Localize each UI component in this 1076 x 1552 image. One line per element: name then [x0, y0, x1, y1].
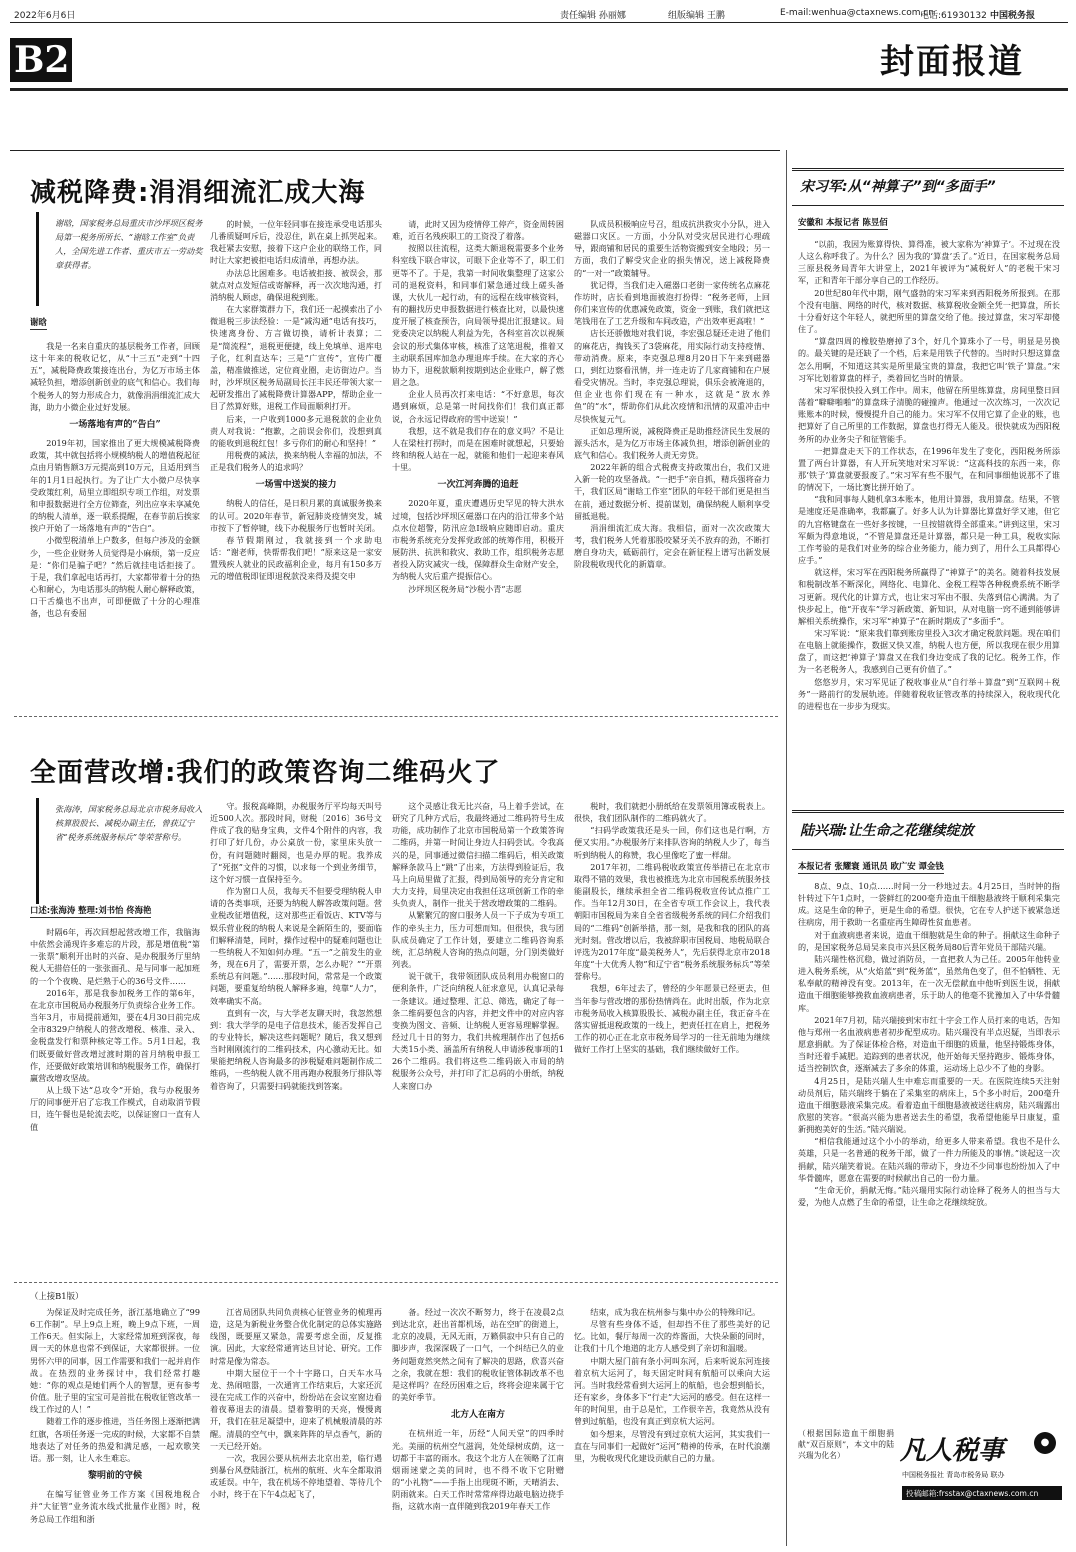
- paragraph: 一次，我因公要从杭州去北京出差，临行遇到暴台风登陆浙江，杭州的航班、火车全都取消或延误。中午，我在机场不停地望着、等待几个小时，终于在下午4点起飞了，: [210, 1452, 382, 1500]
- continued-col3: [392, 1306, 564, 1544]
- paragraph: 后来，一户收到1000多元退税款的企业负责人对我说：“抱歉，之前误会你们，没想到真的能收到退税红包！多亏你们的耐心和坚持！”: [210, 413, 382, 448]
- paragraph: 的时候，一位年轻同事在接连承受电话那头几番质疑呵斥后，没忍住，趴在桌上抓哭起来。我赶紧去安慰，接着下这户企业的联络工作，同时让大家把被拒电话归成清单，再想办法。: [210, 219, 382, 266]
- subheading: 一次江河奔腾的追赶: [437, 480, 519, 491]
- paragraph: 办法总比困难多。电话被拒接、被误会，那就点对点发短信或寄解释，再一次次地沟通，打消纳税人顾虑，确保退税到账。: [210, 267, 382, 302]
- logo-seal-icon: ●: [1034, 1432, 1056, 1454]
- paragraph: 8点、9点、10点……时间一分一秒地过去。4月25日，当时钟的指针转过下午1点时，一袋鲜红的200毫升造血干细胞悬液终于顺利采集完成。这是生命的种子，更是生命的希望。很快，它在专人护送下被紧急送往病房，用于救助一名重症再生障碍性贫血患者。: [798, 881, 1060, 928]
- paragraph: “以前，我因为账算得快、算得准，被大家称为‘神算子’。不过现在没人这么称呼我了。为什么？因为我的‘算盘’丢了。”近日，在国家税务总局三原县税务局青年大讲堂上，2021年被评为“减税好人”的老税干宋习军，正和青年干部分享自己的工作经历。: [798, 239, 1060, 286]
- paragraph: 犹记得，当我们走入磁器口老街一家传统名点麻花作坊时，店长看到地面被泡打扮得：“税务老师，上回你们来宣传的优惠减免政策，资金一到账，我们就把这笔钱用在了工艺升级和车间改造，产出效率更高啦！”: [574, 279, 770, 327]
- paragraph: “生命无价，捐献无悔。”陆兴瑞用实际行动诠释了税务人的担当与大爱，为他人点燃了生命的希望，让生命之花继续绽放。: [798, 1184, 1060, 1208]
- contact-email: E-mail:wenhua@ctaxnews.com.cn: [780, 8, 934, 18]
- continued-col2: [210, 1306, 382, 1544]
- paragraph: 作为窗口人员，我每天不但要受理纳税人申请的各类事项，还要为纳税人解答政策问题。营业税改征增值税，这对那些正看饭店、KTV等与娱乐营业税的纳税人来说是全新陌生的，要面临们解释清楚，同时，操作过程中的疑难问题也让一些纳税人不知如何办理。“五一”之前发生的业务，现在6月了，需要开票，怎么办呢？”“开票系统总有问题。”……那段时间，常常是一个政策问题，要重复给纳税人解释多遍，纯靠“人力”，效率确实不高。: [210, 886, 382, 1006]
- issue-date: 2022年6月6日: [14, 11, 76, 21]
- article1-col2: [210, 218, 382, 700]
- paragraph: 沙坪坝区税务局“沙税小青”志愿: [408, 583, 522, 594]
- article2-col3: [392, 800, 564, 1274]
- sidebar2-title: 陆兴瑞:让生命之花继续绽放: [800, 823, 974, 839]
- duty-editor: 责任编辑 孙丽娜: [560, 11, 626, 21]
- subheading: 北方人在南方: [450, 1410, 505, 1421]
- paragraph: 店长还骄傲地对我们说，李宏强总疑还走进了他们的麻花店，掏钱买了3袋麻花，用实际行动支持疫情、带动消费。原来，李克强总理8月20日下午来到磁器口，到红边察看汛情，并一连走访了几家商铺和在户展看受灾情况。当时，李克强总理说，俱乐会被淹退的，但企业也你们现在有一种水，这就是“放水养鱼”的“水”，帮助你们从此次疫情和汛情的双重冲击中尽快恢复元气。: [574, 328, 770, 424]
- continued-label: （上接B1版）: [30, 1291, 84, 1301]
- paragraph: 4月25日，是陆兴瑞人生中难忘而重要的一天。在医院连续5天注射动员剂后，陆兴瑞终于躺在了采集室的病床上，5个多小时后，200毫升造血干细胞悬液采集完成。看着造血干细胞悬液被送往病房，陆兴瑞露出欣慰的笑容。“很高兴能为患者送去生的希望，我希望他能早日康复，重新拥抱美好的生活。”陆兴瑞说。: [798, 1075, 1060, 1135]
- paragraph: 说干就干，我带领团队成员利用办税窗口的便利条件，广泛向纳税人征求意见，认真记录每一条建议。通过整理、汇总、筛选，确定了每一条二维码要包含的内容，并把文件中的对应内容变换为图文、音频、让纳税人更容易理解掌握。经过几十日的努力，我们共梳理制作出了包括6大类15小类、涵盖所有纳税人申请涉税事项的126个二维码。我们将这些二维码嵌入市局的纳税服务公众号，并打印了汇总码的小册纸，纳税人来窗口办: [392, 971, 564, 1091]
- paragraph: 2021年7月初，陆兴瑞接到宋市红十字会工作人员打来的电话，告知他与郑州一名血液病患者初步配型成功。陆兴瑞没有半点迟疑，当即表示愿意捐献。为了保证体检合格，对造血干细胞的质量，他坚持锻炼身体，当时还着手减肥。追踪到的患者状况，他开始每天坚持跑步、锻炼身体，适当控制饮食，逐渐减去了多余的体重，运动场上总少不了他的身影。: [798, 1014, 1060, 1074]
- continued-separator: [14, 1282, 778, 1283]
- article2-headline: 全面营改增:我们的政策咨询二维码火了: [30, 758, 501, 788]
- sidebar-divider: [786, 150, 787, 1546]
- article1-headline: 减税降费:涓涓细流汇成大海: [30, 178, 366, 208]
- paragraph: 如今想来，尽管没有到过京杭大运河，其实我们一直在与同事们一起做好“运河”精神的传承，在时代浪潮里，为税收现代化建设贡献自己的力量。: [574, 1428, 770, 1463]
- paragraph: “我和同事每人随机拿3本账本，他用计算器，我用算盘。结果，不管是速度还是准确率，我都赢了。好多人认为计算器比算盘好学又速，但它的九宫格键盘在一些好多按键，一旦按错就得全部重来。”讲到这里，宋习军颇为得意地说，“不管是算盘还是计算器，都只是一种工具，税收实际工作考验的是我们对业务的综合业务能力，能力到了，用什么工具都得心应手。”: [798, 494, 1060, 566]
- column-logo: 凡人税事: [900, 1436, 1005, 1466]
- article1-intro: [36, 212, 213, 306]
- paragraph: “扫码学政策我还是头一回，你们这也是行啊，方便又实用。”办税服务厅来排队咨询的纳税人少了，每当听到纳税人的称赞，我心里像吃了蜜一样甜。: [574, 825, 770, 860]
- paragraph: 宋习军说：“原来我们靠到账房里投入3次才确定税款问题。现在咱们在电脑上就能操作，数据又快又准，纳税人也方便，所以我现在很少用算盘了，而这把‘神算子’算盘又在我们身边变成了我的记忆。税务工作，作为一名老税务人，我感到自己更有价值了。”: [798, 628, 1060, 675]
- sidebar1-byline: 安徽和 本报记者 陈昱佰: [798, 216, 888, 230]
- paragraph: 结束，成为我在杭州参与集中办公的特殊印记。: [590, 1307, 761, 1317]
- paragraph: 企业人员再次打来电话：“不好意思，每次遇到麻烦，总是第一时间找你们！我们真正都说，合永远记得政府的雪中送炭！”: [392, 389, 564, 424]
- continued-col4: [574, 1306, 770, 1544]
- article2-col1: [30, 926, 200, 1274]
- article2-byline: 口述:张海涛 整理:刘书怡 佟海艳: [30, 904, 151, 918]
- subheading: 黎明前的守候: [87, 1471, 142, 1482]
- paragraph: 春节假期刚过，我就接到一个求助电话：“谢老师，快帮帮我们吧！”原来这是一家安置残疾人就业的民政福利企业，每月有150多万元的增值税即征即退税款没来得及提交申: [210, 534, 382, 582]
- paragraph: 在大家群策群力下，我们还一起摸索出了小微退税三步法经验：一是“减沟通”电话有技巧，快速离身份、方言做切换，请析计表算；二是“简流程”，退税更便捷，线上免填单、退库电子化，红利直达车；三是“广宣传”，宣传广覆盖，精准做推送，定位商业圈，走访街边户。当时，沙坪坝区税务局副局长汪丰民还带领大家一起研发推出了减税降费计算器APP，帮助企业一目了然算好账，退税工作局面顺利打开。: [210, 304, 382, 412]
- article1-col3: [392, 218, 564, 700]
- paragraph: 就这样，宋习军在西阳税务所赢得了“神算子”的美名。随着科技发展和税制改革不断深化，网络化、电算化、金税工程等各种税费系统不断学习更新。现代化的计算方式，也让宋习军由不服、失落到信心满满。为了快步起上，他“开夜车”学习新政策、新知识，从对电脑一窍不通到能够讲解相关系统操作，宋习军“神算子”在新时期成了“多面手”。: [798, 567, 1060, 626]
- paragraph: 中期大屋门前有条小河叫东河，后来听说东河连接着京杭大运河了，每天固定时间有航船可以乘向大运河。当时我经常看到大运河上的航船，也会想到船长，还有家乡，身体多下“行走”大运河的感受。但在这样一年的时间里，由于总是忙，工作很辛苦，我竟然从没有曾到过航船，也没有真正到京杭大运河。: [574, 1355, 770, 1427]
- contact-phone: 电话:61930132: [920, 11, 987, 21]
- paragraph: 守。报税高峰期，办税服务厅平均每天叫号近500人次。那段时间，财税〔2016〕36号文件成了我的贴身宝典，文件4个附件的内容，我打印了好几份，办公桌放一份，家里床头放一份，有问题随时翻阅，也是办厚的呢。我养成了“死抠”文件的习惯，以求每一个到业务细节，这个好习惯一直保持至今。: [210, 801, 382, 884]
- paragraph: 队成员积极响应号召，组成抗洪救灾小分队，进入磁器口灾区。一方面，小分队对受灾居民进行心理疏导，跟商铺和居民的重要生活物资搬到安全地段；另一方面，我们了解受灾企业的损失情况，送上减税降费的“一对一”政策辅导。: [574, 219, 770, 278]
- paragraph: 税时，我们就把小册纸给在发票领用簿或税表上。很快，我们团队制作的二维码就火了。: [574, 801, 770, 824]
- paragraph: 陆兴瑞性格沉稳，做过消防员，一直把救人为己任。2005年他转业进入税务系统，从“火焰蓝”到“税务蓝”，虽然角色变了，但不怕牺牲、无私奉献的精神没有变。2013年，在一次无偿献血中他听到医生说，捐献造血干细胞能够挽救血液病患者，乐于助人的他毫不犹豫加入了中华骨髓库。: [798, 953, 1060, 1013]
- continued-col1: [30, 1306, 200, 1544]
- section-rule: [10, 88, 1068, 91]
- header-rule: [10, 22, 1068, 23]
- layout-editor: 组版编辑 王鹏: [668, 11, 725, 21]
- paragraph: 尽管有些身体不适，但却挡不住了那些美好的记忆。比如，餐厅每周一次的炸酱面，大快朵颐的同时，让我们十几个地道的北方人感受到了亲切和温暖。: [574, 1319, 770, 1354]
- article1-top-rule: [10, 150, 780, 151]
- paragraph: 涓涓细流汇成大海。我相信，面对一次次政策大考，我们税务人凭着那股咬紧牙关不放弃的劲，不断打磨自身功夫，砥砺前行，定会在新征程上谱写出新发展阶段税收现代化的新篇章。: [574, 522, 770, 570]
- submission-email: 投稿邮箱:frsstax@ctaxnews.com.cn: [906, 1489, 1039, 1498]
- paragraph: 直到有一次，与大学老友聊天时，我忽然想到：我大学学的是电子信息技术，能否发挥自己的专业特长，解决这些问题呢？随后，我又想到当时刚刚流行的二维码技术，内心激动无比。如果能把纳税人咨询最多的涉税疑难问题制作成二维码，一些纳税人就不用再跑办税服务厅排队等着咨询了，只需要扫码就能找到答案。: [210, 1007, 382, 1091]
- sidebar1-title: 宋习军:从“神算子”到“多面手”: [800, 179, 996, 195]
- paragraph: 2016年，那是我参加税务工作的第6年，在北京市国税局办税服务厅负责综合业务工作。当年3月，市局提前通知，要在4月30日前完成全市8329户纳税人的营改增税、核准、录入、金税盘发行和票种核定等工作。5月1日起，我们既要做好营改增过渡时期的首月纳税申报工作，还要做好政策培训和纳税服务工作，确保打赢营改增攻坚战。: [30, 987, 200, 1083]
- paragraph: 2020年夏，重庆遭遇历史罕见的特大洪水过境，包括沙坪坝区磁器口在内的沿江带多个站点水位超警，防汛应急Ⅰ级响应随即启动。重庆市税务系统充分发挥党政部的统筹作用，积极开展防洪、抗洪和救灾、救助工作，组织税务志愿者投入防灾减灾一线，保障群众生命财产安全，为纳税人灾后重产提振信心。: [392, 498, 564, 582]
- article2-intro: [36, 798, 213, 904]
- article2-col4: [574, 800, 770, 1274]
- article2-col2: [210, 800, 382, 1274]
- paragraph: 对于血液病患者来说，造血干细胞就是生命的种子。捐献这生命种子的，是国家税务总局吴来良市兴县区税务局80后青年党员干部陆兴瑞。: [798, 929, 1060, 952]
- paragraph: 20世纪80年代中期，刚气盛勃的宋习军来到西阳税务所报到。在那个没有电脑、网络的时代，核对数据、核算税收金额全凭一把算盘，所长十分看好这个年轻人，就把所里的算盘交给了他。接过算盘，宋习军却傻住了。: [798, 287, 1060, 335]
- paragraph: 悠悠岁月，宋习军见证了税收事业从“自行举＋算盘”到“互联网＋税务”一路前行的发展轨迹。伴随着税收征管改革的持续深入，税收现代化的进程也在一步步为现实。: [798, 676, 1060, 711]
- page-label: B2: [14, 39, 70, 81]
- paragraph: 我是一名来自重庆的基层税务工作者，回顾这十年来的税收记忆，从“十三五”走到“十四五”，减税降费政策接连出台，为亿万市场主体减轻负担，增添创新创业的底气和信心。我们每个税务人的努力形成合力，就像涓涓细流汇成大海，助力小微企业过好发展。: [30, 341, 200, 412]
- article1-byline: 谢晗: [30, 316, 47, 330]
- paragraph: 宋习军很快投入到工作中。周末，他留在所里练算盘，房间里整日回荡着“噼噼啪啪”的算盘珠子清脆的碰撞声。他通过一次次练习，一次次记账账本的时候，慢慢提升自己的能力。宋习军不仅用它算了企业的账，也把算好了自己所里的工作数据，算盘也打得无人能及。很快就成为西阳税务所的办业务尖子和征管能手。: [798, 384, 1060, 444]
- sidebar1-body: [798, 238, 1060, 798]
- sidebar2-body: [798, 880, 1060, 1420]
- sidebar2-note: [798, 1428, 894, 1508]
- paragraph: “算盘四周的橡胶垫磨掉了3个，好几个算珠小了一号，明显是另换的。最关键的是还缺了一个档，后来是用铁子代替的。当时时只想这算盘怎么用啊，不知道这其实是所里最宝贵的算盘，我把它叫‘铁子’算盘。”宋习军比划着算盘的样子，类着回忆当时的情景。: [798, 336, 1060, 383]
- sidebar2-byline: 本报记者 张耀寰 通讯员 欧广安 谭金钱: [798, 860, 944, 874]
- paragraph: 2022年新的组合式税费支持政策出台，我们又进入新一轮的攻坚备战。“一把手”亲自抓，精兵强将奋力干，我们区局“谢晗工作室”团队的年轻干部们更是担当在前，通过数据分析、提前谋划，确保纳税人顺利享受留抵退税。: [574, 462, 770, 521]
- article2-intro-text: 张海涛，国家税务总局北京市税务局收入核算股股长、减税办副主任，曾获辽宁省“税务系统服务标兵”等荣誉称号。: [55, 804, 203, 842]
- paragraph: 从繁繁冗的窗口服务人员一下子成为专项工作的牵头主力，压力可想而知。但很快，我与团队成员确定了工作计划，要建立二维码咨询系统，汇总纳税人咨询的热点问题，分门别类做好列表。: [392, 910, 564, 970]
- article1-intro-text: 谢晗，国家税务总局重庆市沙坪坝区税务局第一税务所所长、“谢晗工作室”负责人，全国先进工作者、重庆市五一劳动奖章获得者。: [55, 218, 203, 270]
- article1-col4: [574, 218, 770, 700]
- paragraph: 一把算盘走天下的工作状态，在1996年发生了变化，西阳税务所添置了两台计算器，有人开玩笑地对宋习军说：“这高科技的东西一来，你那‘铁子’算盘就要报废了。”宋习军有些不服气，在和同事细他说那不了谁的情况下，一场比赛比拼开始了。: [798, 445, 1060, 493]
- subheading: 一场雪中送炭的接力: [255, 480, 337, 491]
- paragraph: 正如总理所说，减税降费正是助推经济民生发展的源头活水，是为亿万市场主体减负担，增添创新创业的底气和信心。我们税务人责无旁贷。: [574, 425, 770, 460]
- paragraph: 用税费的减法，换来纳税人幸福的加法，不正是我们税务人的追求吗？: [210, 449, 382, 473]
- paragraph: 随着工作的逐步推进，当任务图上逐渐把满红旗，各项任务逐一完成的时候，大家都不自禁地表达了对任务的热爱和满足感，一起欢歌笑语。那一刻，让人永生难忘。: [30, 1416, 200, 1463]
- paragraph: 在编写征管业务工作方案《国税地税合并“大征管”业务流水线式批量作业图》时，税务总局工作组和浙: [30, 1489, 200, 1524]
- paragraph: 为保证及时完成任务，浙江基地确立了“996工作制”。早上9点上班，晚上9点下班，一周工作6天。但实际上，大家经常加班到深夜，每周一天的休息也常不到保证，大家都很拼。一位男怀六甲的同事，因工作需要和我们一起并肩作战。在热烈的业务探讨中，我们经常打趣她：“你的观点是她们两个人的智慧，更有参考价值。肚子里的宝宝可是首批在税收征管改革一线工作过的人！”: [30, 1307, 200, 1415]
- paragraph: 江省局团队共同负责核心征管业务的梳理再造，这是为新税业务整合优化制定的总体实施路线图，既要厘又紧急，需要考虑全面，反复推演。因此，大家经常通宵达旦讨论、研究。工作时常是像为常态。: [210, 1307, 382, 1366]
- paragraph: 时隔6年，再次回想起营改增工作，我脑海中依然会涌现许多难忘的片段，那是增值税“第一张票”顺利开出时的兴奋、是办税服务厅里纳税人无措倍任的一张张面孔、是与同事一起加班的一个个夜晚、是烂熟于心的36号文件……: [30, 927, 200, 986]
- section-title: 封面报道: [880, 42, 1024, 82]
- paragraph: 在杭州近一年，历经“人间天堂”的四季时光。美丽的杭州空气滋润，处处绿树成荫，这一切都于丰富的雨水。我这个北方人在领略了江南烟雨迷蒙之美的同时，也不得不收下它附赠的“小礼物”——手指上出现斑不断，天晴消去、阴雨就来。白天工作时常常痒得边敲电脑边挠手指，这就水南一直伴随到我2019年春天工作: [392, 1428, 564, 1512]
- logo-caption: 中国税务报社 青岛市税务局 联办: [902, 1471, 1005, 1479]
- paragraph: 2019年初，国家推出了更大规模减税降费政策，其中就包括将小规模纳税人的增值税起征点由月销售额3万元提高到10万元，且适用到当年的1月1日起执行。为了让广大小微户尽快享受政策红利，局里立即组织专项工作组，对发票和申报数据进行全方位筛查，列出应享未享减免的纳税人清单，逐一联系提醒，在春节前后挨家挨户开始了一场落地有声的“告白”。: [30, 438, 200, 534]
- paragraph: 2017年初，二维码税收政策宣传举措已在北京市取得不错的效果，我也被推选为北京市国税系统服务技能副股长，继续承担全省二维码税收宣传试点推广工作。当年12月30日，在全省专项工作会议上，我代表朝阳市国税局为来自全省省级税务系统的同仁介绍我们局的“二维码”创新举措，那一刻，是我和我的团队的高光时刻。营改增以后，我被辞职市国税局、地税局联合评选为2017年度“最美税务人”，先后获得北京市2018年度“十大优秀人物”和辽宁省“税务系统服务标兵”等荣誉称号。: [574, 861, 770, 982]
- paragraph: 我想，这不就是我们存在的意义吗？不是让人在梁柱打拐时，而是在困难时就想起，只要始终和纳税人站在一起，就能和他们一起迎来春风十里。: [392, 425, 564, 473]
- paragraph: 从上级下达“总攻令”开始，我与办税服务厅的同事便开启了忘我工作模式，自动取消节假日，连午餐也是轮流去吃，以保证窗口一直有人值: [30, 1085, 200, 1132]
- paragraph: 这个灵感让我无比兴奋，马上着手尝试，在研究了几种方式后，我最终通过二维码符号生成功能，成功制作了北京市国税局第一个政策答询二维码，并第一时间让身边人扫码尝试。令我高兴的是，同事通过微信扫描二维码后，相关政策解释条款马上“跳”了出来，方法得到验证后，我马上向局里做了汇报，得到局领导的充分肯定和大力支持，局里决定由我担任这项创新工作的牵头负责人，制作一批关于营改增政策的二维码。: [392, 801, 564, 909]
- series-note: （根据国际造血干细胞捐献“双百原则”，本文中的陆兴瑞为化名）: [798, 1429, 894, 1460]
- paragraph: 纳税人的信任，是日积月累的真诚服务换来的认可。2020年春节，新冠肺炎疫情突发，城市按下了暂停键，线下办税服务厅也暂时关闭。: [210, 498, 382, 533]
- paragraph: 我想，6年过去了，曾经的少年愿景已经更去，但当年参与营改增的那份热情尚在。此时出版，作为北京市税务局收入核算股股长、减税办副主任，我正奋斗在落实留抵退税政策的一线上，把责任扛在肩上，把税务工作的初心正在北京市税务局学习的一往无前地为继续做好工作打上坚实的基础，我们继续做好工作。: [574, 983, 770, 1055]
- article-separator: [14, 716, 778, 717]
- paragraph: “相信我能通过这个小小的举动，给更多人带来希望。我也不是什么英雄，只是一名普通的税务干部，做了一件力所能及的事情。”谈起这一次捐献，陆兴瑞笑着说。在陆兴瑞的带动下，身边不少同事也纷纷加入了中华骨髓库，愿意在需要的时候献出自己的一份力量。: [798, 1136, 1060, 1183]
- paragraph: 备。经过一次次不断努力，终于在凌晨2点到达北京，赶出首都机场，站在空旷的街道上，北京的凌晨，无风无雨，万籁俱寂中只有自己的脚步声，我深深吸了一口气，一个纠结已久的业务问题竟然突然之间有了解决的思路，欣喜兴奋之余，我就在想：我们的税收征管体制改革不也是这样吗？在经历困难之后，终将会迎来属于它的美好季节。: [392, 1307, 564, 1403]
- paper-name: 中国税务报: [990, 11, 1036, 21]
- article1-col1: [30, 340, 200, 700]
- paragraph: 小微型税清单上户数多，但每户涉及的金额少，一些企业财务人员觉得是小麻烦，第一反应是：“你们是骗子吧？”然后就挂电话拒接了。于是，我们拿起电话再打，大家都带着十分的热心和耐心，为电话那头的纳税人耐心解释政策，口干舌燥也不出声，可即便做了十分的心理准备，也总有委屈: [30, 535, 200, 619]
- paragraph: 中期大屋位于一个十字路口，白天车水马龙、热闹喧嚣，一次通宵工作结束后，大家还沉浸在完成工作的兴奋中，纷纷站在会议室窗边看着夜幕退去的清晨。望着黎明的天亮，慢慢离开，我们在驻足凝望中，迎来了机械般清晨的苏醒。清晨的空气中，飘来阵阵的早点香气，新的一天已经开始。: [210, 1367, 382, 1451]
- paragraph: 按照以往流程，这类大额退税需要多个业务科室线下联合审议，可眼下企业等不了，职工们更等不了。于是，我第一时间收集整理了这家公司的退税资料，和同事们紧急通过线上磋头备课，大伙儿一起行动，有的远程在线审核资料，有的翻找历史申报数据进行核查比对，以最快速度开展了核查预告，向局领导提出汇报建议。局党委决定以纳税人利益为先，各科室首次以视频会议的形式集体审核，核准了这笔退税，推着又主动联系国库加急办理退库手续。在大家的齐心协力下，退税款顺利按期到达企业账户，解了燃眉之急。: [392, 243, 564, 388]
- subheading: 一场落地有声的“告白”: [69, 419, 161, 430]
- paragraph: 请，此时又因为疫情停工停产，资金周转困难，近百名残疾职工的工资没了着落。: [392, 219, 564, 242]
